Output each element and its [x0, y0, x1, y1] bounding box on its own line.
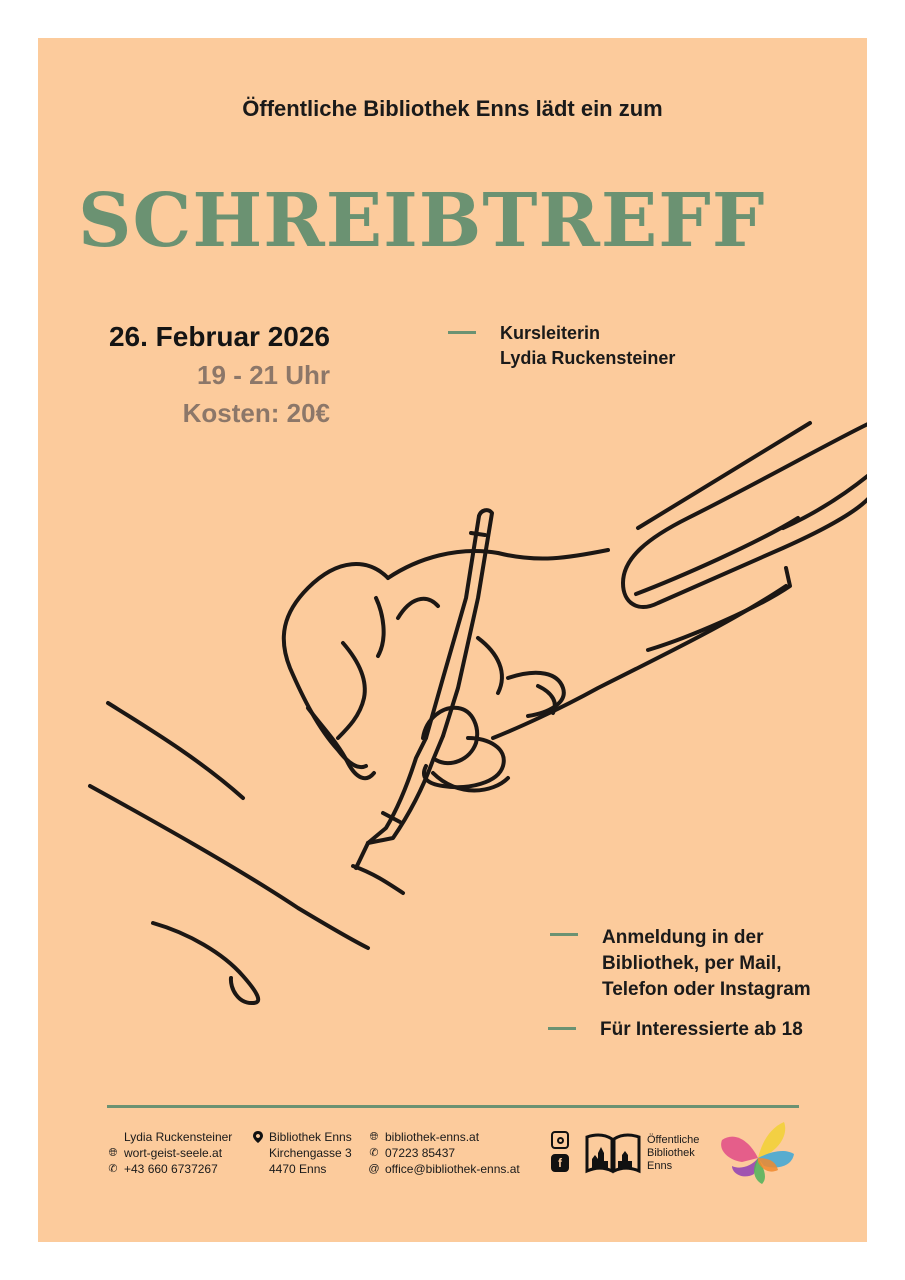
social-icons: [551, 1131, 569, 1177]
registration-line-3: Telefon oder Instagram: [602, 979, 811, 1000]
intro-text: Öffentliche Bibliothek Enns lädt ein zum: [242, 96, 663, 121]
email-icon: @: [368, 1163, 380, 1175]
footer-contact: [106, 1129, 232, 1177]
library-logo-text: [647, 1134, 699, 1173]
contact-name: Lydia Ruckensteiner: [124, 1130, 233, 1144]
registration-line-1: Anmeldung in der: [602, 927, 764, 948]
library-logo-line-3: Enns: [647, 1160, 673, 1172]
globe-icon: 🌐︎: [108, 1147, 118, 1159]
library-phone[interactable]: 07223 85437: [385, 1146, 456, 1160]
event-cost: Kosten: 20€: [182, 398, 330, 428]
audience-dash: [548, 1027, 576, 1030]
instructor-label: Kursleiterin: [500, 323, 601, 343]
library-logo-line-2: Bibliothek: [647, 1147, 695, 1159]
registration-block: [602, 925, 811, 1003]
library-email[interactable]: office@bibliothek-enns.at: [385, 1162, 520, 1176]
registration-line-2: Bibliothek, per Mail,: [602, 953, 782, 974]
poster: [38, 38, 867, 1242]
globe-icon: 🌐︎: [369, 1131, 379, 1143]
location-pin-icon: [251, 1131, 265, 1143]
colorful-butterfly-logo: [718, 1118, 798, 1186]
audience-text: Für Interessierte ab 18: [600, 1019, 803, 1040]
footer-venue: [251, 1129, 352, 1177]
venue-name: Bibliothek Enns: [269, 1130, 352, 1144]
event-date: 26. Februar 2026: [108, 321, 330, 352]
headline: SCHREIBTREFF: [78, 178, 766, 264]
library-web[interactable]: bibliothek-enns.at: [385, 1130, 480, 1144]
contact-web[interactable]: wort-geist-seele.at: [124, 1146, 223, 1160]
event-time: 19 - 21 Uhr: [197, 360, 330, 390]
footer-library: [367, 1129, 520, 1177]
venue-street: Kirchengasse 3: [269, 1146, 352, 1160]
contact-phone[interactable]: +43 660 6737267: [124, 1162, 218, 1176]
library-logo-line-1: Öffentliche: [647, 1134, 700, 1146]
instagram-icon[interactable]: [551, 1131, 569, 1149]
registration-dash: [550, 933, 578, 936]
facebook-icon[interactable]: f: [551, 1154, 569, 1172]
phone-icon: ✆: [108, 1163, 118, 1175]
open-book-logo: [584, 1131, 642, 1175]
instructor-name: Lydia Ruckensteiner: [500, 348, 676, 368]
phone-icon: ✆: [369, 1147, 379, 1159]
footer-divider: [107, 1105, 799, 1108]
venue-city: 4470 Enns: [269, 1162, 327, 1176]
